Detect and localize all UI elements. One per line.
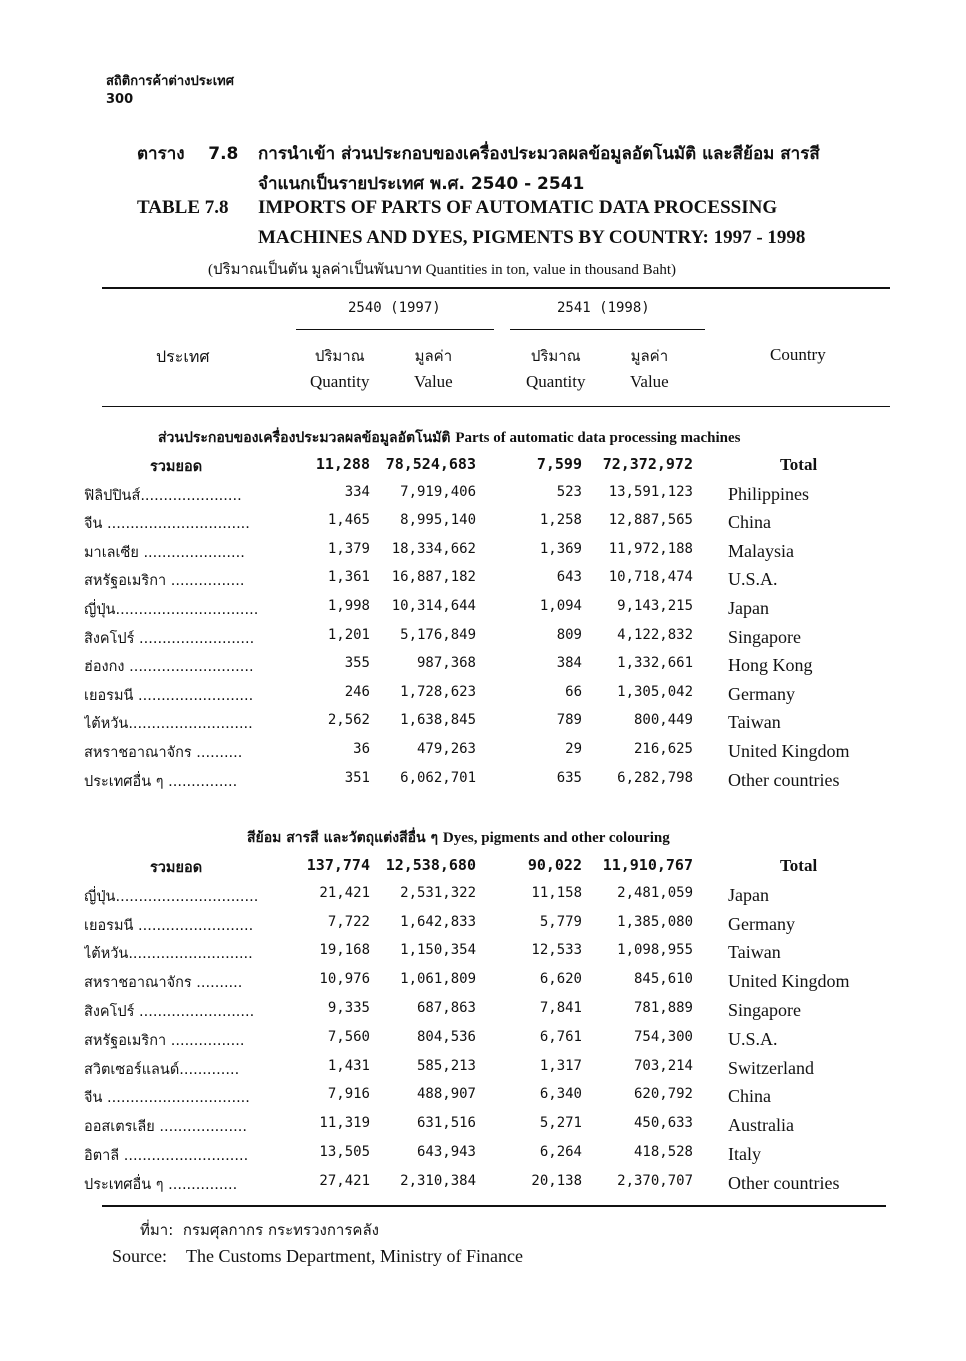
- title-en-line1: IMPORTS OF PARTS OF AUTOMATIC DATA PROCESSING: [258, 197, 778, 218]
- value-1997: 5,176,849: [400, 626, 476, 643]
- value-1998: 845,610: [633, 971, 693, 988]
- country-name-th: สหราชอาณาจักร ..........: [84, 745, 243, 761]
- quantity-1997: 11,288: [315, 455, 370, 473]
- table-row: [0, 1086, 966, 1114]
- table-row: [0, 741, 966, 769]
- value-1998: 1,385,080: [617, 913, 693, 930]
- country-name-en: Taiwan: [728, 712, 781, 733]
- country-name-en: Singapore: [728, 626, 801, 647]
- unit-note: (ปริมาณเป็นตัน มูลค่าเป็นพันบาท Quantities in ton, value in thousand Baht): [208, 262, 676, 278]
- year1-rule: [296, 329, 494, 330]
- quantity-1998: 6,620: [539, 971, 582, 988]
- running-header: สถิติการค้าต่างประเทศ: [106, 74, 234, 89]
- value-1998: 450,633: [633, 1115, 693, 1132]
- title-en-label: TABLE 7.8: [137, 197, 229, 218]
- table-row: [0, 627, 966, 655]
- value-1997: 631,516: [416, 1115, 476, 1132]
- country-name-th: สวิตเซอร์แลนด์.............: [84, 1061, 240, 1078]
- quantity-1997: 246: [344, 683, 370, 700]
- country-name-en: Japan: [728, 598, 769, 618]
- country-name-en: United Kingdom: [728, 971, 850, 992]
- country-name-en: Other countries: [728, 769, 840, 790]
- quantity-1998: 6,264: [539, 1144, 582, 1160]
- value-1997: 643,943: [416, 1144, 476, 1160]
- table-row: [0, 569, 966, 597]
- quantity-1998: 1,317: [539, 1057, 582, 1074]
- source-en: Source: The Customs Department, Ministry of Finance: [112, 1246, 523, 1266]
- value-1998: 11,910,767: [602, 856, 693, 874]
- table-total-row: [0, 856, 966, 884]
- val2-header: มูลค่า Value: [630, 347, 669, 391]
- quantity-1997: 19,168: [319, 942, 370, 959]
- table-row: [0, 1173, 966, 1201]
- quantity-1997: 1,998: [327, 598, 370, 614]
- value-1997: 488,907: [416, 1086, 476, 1103]
- value-1997: 2,310,384: [400, 1172, 476, 1189]
- country-name-th: ไต้หวัน...........................: [84, 716, 253, 733]
- table-row: [0, 684, 966, 712]
- country-name-th: มาเลเซีย ......................: [84, 544, 245, 561]
- quantity-1997: 355: [344, 655, 370, 672]
- year2-rule: [510, 329, 705, 330]
- value-1998: 418,528: [633, 1144, 693, 1160]
- quantity-1998: 12,533: [531, 942, 582, 959]
- quantity-1997: 11,319: [319, 1115, 370, 1132]
- country-name-th: ประเทศอื่น ๆ ...............: [84, 1176, 238, 1193]
- table-row: [0, 1000, 966, 1028]
- value-1998: 72,372,972: [602, 455, 693, 473]
- country-name-th: จีน ...............................: [84, 516, 250, 533]
- quantity-1997: 1,379: [327, 540, 370, 557]
- quantity-1998: 384: [556, 655, 582, 672]
- table-row: [0, 971, 966, 999]
- quantity-1997: 7,722: [327, 913, 370, 930]
- value-1997: 585,213: [416, 1057, 476, 1074]
- section1-title: ส่วนประกอบของเครื่องประมวลผลข้อมูลอัตโนมัติ Parts of automatic data processing machines: [158, 430, 741, 446]
- quantity-1998: 6,340: [539, 1086, 582, 1103]
- country-name-th: สิงคโปร์ .........................: [84, 630, 255, 647]
- quantity-1997: 1,431: [327, 1057, 370, 1074]
- table-row: [0, 885, 966, 913]
- value-1997: 7,919,406: [400, 483, 476, 500]
- country-name-en: Germany: [728, 683, 795, 704]
- quantity-1998: 1,094: [539, 598, 582, 614]
- country-name-en: Germany: [728, 913, 795, 934]
- country-name-en: Singapore: [728, 1000, 801, 1020]
- value-1997: 12,538,680: [385, 856, 476, 874]
- year1-header: 2540 (1997): [348, 300, 441, 316]
- country-name-th: ญี่ปุ่น...............................: [84, 602, 259, 618]
- country-name-th: เยอรมนี .........................: [84, 917, 254, 934]
- country-name-en: U.S.A.: [728, 569, 778, 590]
- country-name-th: ไต้หวัน...........................: [84, 946, 253, 963]
- country-name-en: Total: [780, 856, 818, 875]
- country-name-th: จีน ...............................: [84, 1090, 250, 1107]
- quantity-1997: 137,774: [306, 856, 370, 874]
- table-row: [0, 655, 966, 683]
- country-name-th: รวมยอด: [150, 860, 203, 876]
- value-1998: 216,625: [633, 741, 693, 757]
- page-number: 300: [106, 92, 134, 107]
- quantity-1997: 9,335: [327, 1000, 370, 1016]
- quantity-1997: 10,976: [319, 971, 370, 988]
- country-name-en: Australia: [728, 1115, 794, 1136]
- country-name-en: Japan: [728, 884, 769, 905]
- country-name-en: Total: [780, 455, 818, 474]
- country-name-th: สหรัฐอเมริกา ................: [84, 1032, 245, 1049]
- value-1998: 1,098,955: [617, 942, 693, 959]
- quantity-1998: 1,258: [539, 512, 582, 529]
- value-1998: 13,591,123: [608, 483, 693, 500]
- year2-header: 2541 (1998): [557, 300, 650, 316]
- value-1998: 620,792: [633, 1086, 693, 1103]
- table-row: [0, 512, 966, 540]
- table-row: [0, 770, 966, 798]
- value-1997: 16,887,182: [391, 569, 476, 586]
- quantity-1998: 11,158: [531, 884, 582, 901]
- country-name-th: ฟิลิปปินส์......................: [84, 487, 242, 504]
- country-th-header: ประเทศ: [156, 347, 210, 366]
- value-1998: 10,718,474: [608, 569, 693, 586]
- country-name-en: U.S.A.: [728, 1028, 778, 1049]
- country-name-th: สหราชอาณาจักร ..........: [84, 975, 243, 992]
- country-name-th: เยอรมนี .........................: [84, 687, 254, 704]
- section2-title: สีย้อม สารสี และวัตถุแต่งสีอื่น ๆ Dyes, pigments and other colouring: [247, 830, 670, 846]
- quantity-1998: 523: [556, 483, 582, 500]
- quantity-1997: 351: [344, 769, 370, 786]
- qty1-header: ปริมาณ Quantity: [310, 347, 370, 391]
- value-1997: 10,314,644: [391, 598, 476, 614]
- quantity-1998: 643: [556, 569, 582, 586]
- source-th: ที่มา: กรมศุลกากร กระทรวงการคลัง: [140, 1221, 379, 1239]
- title-th-line2: จำแนกเป็นรายประเทศ พ.ศ. 2540 - 2541: [258, 174, 585, 194]
- country-name-en: China: [728, 1086, 771, 1107]
- quantity-1997: 7,560: [327, 1028, 370, 1045]
- value-1997: 78,524,683: [385, 455, 476, 473]
- country-name-en: Taiwan: [728, 942, 781, 963]
- table-total-row: [0, 455, 966, 483]
- country-en-header: Country: [770, 345, 826, 364]
- table-row: [0, 1144, 966, 1172]
- quantity-1998: 5,779: [539, 913, 582, 930]
- quantity-1998: 809: [556, 626, 582, 643]
- quantity-1997: 1,361: [327, 569, 370, 586]
- table-row: [0, 942, 966, 970]
- country-name-en: Other countries: [728, 1172, 840, 1193]
- value-1998: 2,481,059: [617, 884, 693, 901]
- country-name-th: สหรัฐอเมริกา ................: [84, 573, 245, 590]
- quantity-1998: 90,022: [527, 856, 582, 874]
- value-1998: 9,143,215: [617, 598, 693, 614]
- country-name-en: United Kingdom: [728, 741, 850, 761]
- value-1998: 1,332,661: [617, 655, 693, 672]
- table-row: [0, 712, 966, 740]
- value-1997: 2,531,322: [400, 884, 476, 901]
- value-1997: 8,995,140: [400, 512, 476, 529]
- country-name-th: อิตาลี ...........................: [84, 1148, 249, 1164]
- country-name-th: รวมยอด: [150, 459, 203, 475]
- quantity-1998: 6,761: [539, 1028, 582, 1045]
- quantity-1997: 7,916: [327, 1086, 370, 1103]
- header-bottom-rule: [102, 406, 890, 407]
- value-1998: 4,122,832: [617, 626, 693, 643]
- country-name-en: China: [728, 512, 771, 533]
- country-name-th: สิงคโปร์ .........................: [84, 1004, 255, 1020]
- value-1997: 1,150,354: [400, 942, 476, 959]
- value-1997: 1,642,833: [400, 913, 476, 930]
- title-en-line2: MACHINES AND DYES, PIGMENTS BY COUNTRY: 1997 - 1998: [258, 227, 806, 248]
- country-name-en: Italy: [728, 1144, 761, 1164]
- value-1997: 687,863: [416, 1000, 476, 1016]
- value-1997: 18,334,662: [391, 540, 476, 557]
- table-top-rule: [102, 287, 890, 289]
- value-1998: 12,887,565: [608, 512, 693, 529]
- country-name-en: Malaysia: [728, 540, 794, 561]
- value-1997: 804,536: [416, 1028, 476, 1045]
- value-1998: 1,305,042: [617, 683, 693, 700]
- quantity-1998: 635: [556, 769, 582, 786]
- country-name-th: ประเทศอื่น ๆ ...............: [84, 773, 238, 790]
- country-name-th: ออสเตรเลีย ...................: [84, 1119, 247, 1136]
- value-1997: 1,638,845: [400, 712, 476, 729]
- quantity-1998: 7,841: [539, 1000, 582, 1016]
- quantity-1998: 66: [565, 683, 582, 700]
- quantity-1998: 20,138: [531, 1172, 582, 1189]
- value-1997: 6,062,701: [400, 769, 476, 786]
- quantity-1997: 21,421: [319, 884, 370, 901]
- table-row: [0, 1029, 966, 1057]
- value-1998: 11,972,188: [608, 540, 693, 557]
- qty2-header: ปริมาณ Quantity: [526, 347, 586, 391]
- quantity-1997: 1,201: [327, 626, 370, 643]
- country-name-en: Hong Kong: [728, 655, 813, 676]
- value-1998: 2,370,707: [617, 1172, 693, 1189]
- quantity-1998: 29: [565, 741, 582, 757]
- table-row: [0, 484, 966, 512]
- table-row: [0, 1115, 966, 1143]
- value-1997: 1,728,623: [400, 683, 476, 700]
- quantity-1997: 2,562: [327, 712, 370, 729]
- quantity-1997: 36: [353, 741, 370, 757]
- value-1998: 703,214: [633, 1057, 693, 1074]
- country-name-en: Philippines: [728, 483, 810, 504]
- value-1997: 987,368: [416, 655, 476, 672]
- quantity-1997: 334: [344, 483, 370, 500]
- table-bottom-rule: [102, 1205, 886, 1207]
- table-row: [0, 1058, 966, 1086]
- quantity-1997: 1,465: [327, 512, 370, 529]
- title-th-line1: การนำเข้า ส่วนประกอบของเครื่องประมวลผลข้อมูลอัตโนมัติ และสีย้อม สารสี: [258, 144, 820, 164]
- value-1998: 754,300: [633, 1028, 693, 1045]
- table-row: [0, 914, 966, 942]
- quantity-1997: 27,421: [319, 1172, 370, 1189]
- value-1998: 800,449: [633, 712, 693, 729]
- quantity-1997: 13,505: [319, 1144, 370, 1160]
- country-name-th: ญี่ปุ่น...............................: [84, 888, 259, 905]
- value-1997: 1,061,809: [400, 971, 476, 988]
- country-name-en: Switzerland: [728, 1057, 814, 1078]
- value-1997: 479,263: [416, 741, 476, 757]
- country-name-th: ฮ่องกง ...........................: [84, 659, 254, 676]
- title-th-label: ตาราง 7.8: [137, 144, 239, 164]
- quantity-1998: 7,599: [536, 455, 582, 473]
- quantity-1998: 1,369: [539, 540, 582, 557]
- quantity-1998: 789: [556, 712, 582, 729]
- quantity-1998: 5,271: [539, 1115, 582, 1132]
- table-row: [0, 541, 966, 569]
- table-row: [0, 598, 966, 626]
- value-1998: 6,282,798: [617, 769, 693, 786]
- value-1998: 781,889: [633, 1000, 693, 1016]
- val1-header: มูลค่า Value: [414, 347, 453, 391]
